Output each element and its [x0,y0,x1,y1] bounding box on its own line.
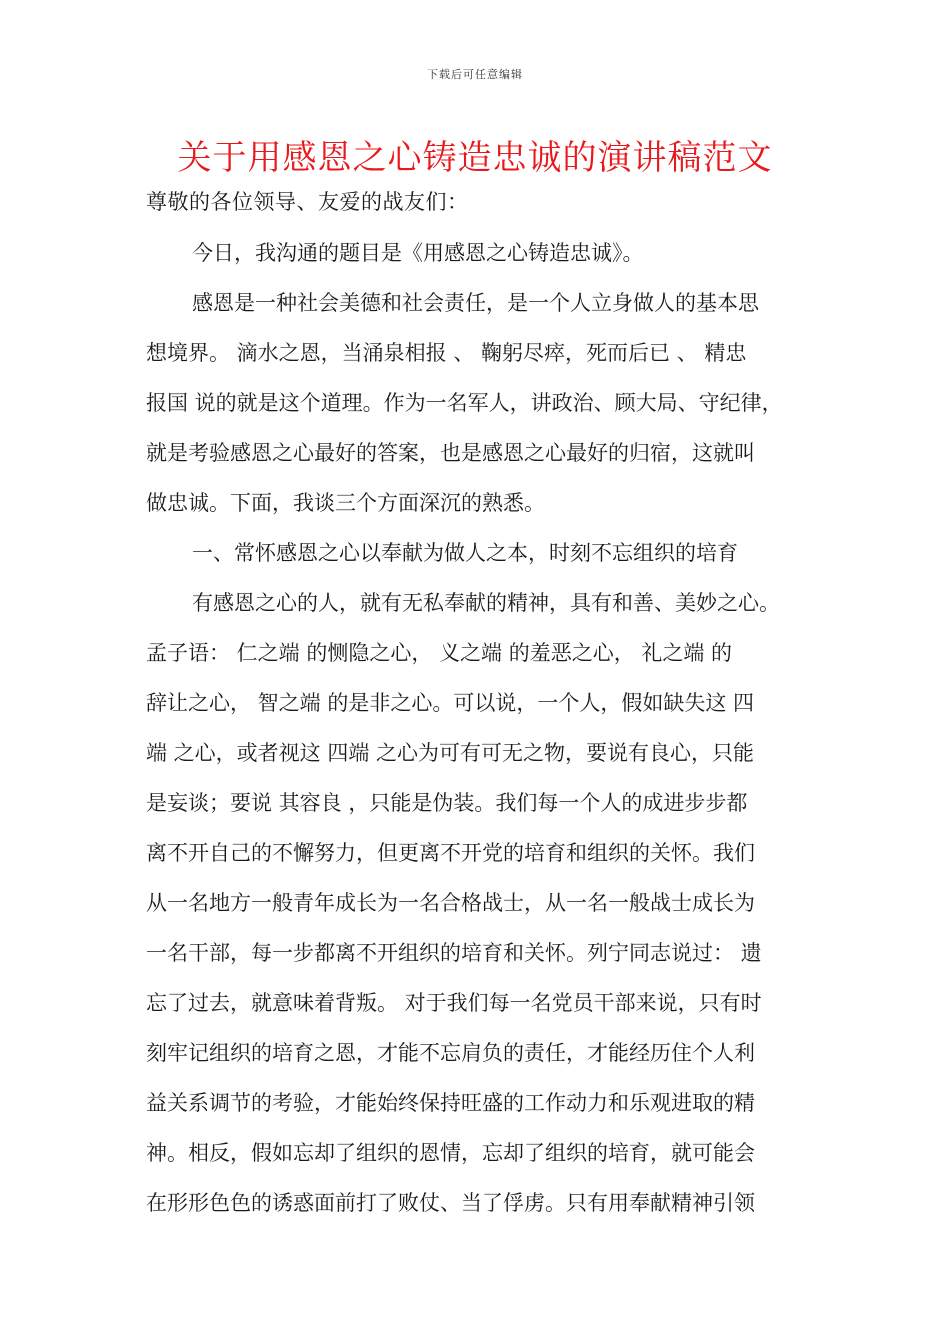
paragraph-line: 想境界。 滴水之恩，当涌泉相报 、 鞠躬尽瘁，死而后已 、 精忠 [146,341,747,365]
paragraph-line: 从一名地方一般青年成长为一名合格战士，从一名一般战士成长为 [146,891,755,915]
paragraph-line: 神。相反，假如忘却了组织的恩情，忘却了组织的培育，就可能会 [146,1141,755,1165]
paragraph-line: 离不开自己的不懈努力，但更离不开党的培育和组织的关怀。我们 [146,841,755,865]
paragraph-line: 辞让之心， 智之端 的是非之心。可以说，一个人，假如缺失这 四 [146,691,755,715]
paragraph-line: 孟子语： 仁之端 的恻隐之心， 义之端 的羞恶之心， 礼之端 的 [146,641,733,665]
header-note: 下载后可任意编辑 [427,68,523,81]
paragraph-line: 忘了过去，就意味着背叛。 对于我们每一名党员干部来说，只有时 [146,991,762,1015]
paragraph-line: 在形形色色的诱惑面前打了败仗、当了俘虏。只有用奉献精神引领 [146,1191,755,1215]
salutation: 尊敬的各位领导、友爱的战友们： [146,190,469,214]
paragraph-line: 端 之心，或者视这 四端 之心为可有可无之物，要说有良心，只能 [146,741,755,765]
paragraph-line: 今日，我沟通的题目是《用感恩之心铸造忠诚》。 [192,241,644,265]
section-heading: 一、常怀感恩之心以奉献为做人之本，时刻不忘组织的培育 [192,541,738,565]
paragraph-line: 就是考验感恩之心最好的答案，也是感恩之心最好的归宿，这就叫 [146,441,755,465]
body-text [146,228,808,1228]
paragraph-line: 报国 说的就是这个道理。作为一名军人，讲政治、顾大局、守纪律， [146,391,783,415]
paragraph-line: 刻牢记组织的培育之恩，才能不忘肩负的责任，才能经历住个人利 [146,1041,755,1065]
paragraph-line: 一名干部，每一步都离不开组织的培育和关怀。列宁同志说过： 遗 [146,941,762,965]
paragraph-line: 做忠诚。下面，我谈三个方面深沉的熟悉。 [146,491,545,515]
paragraph-line: 是妄谈；要说 其容良 ，只能是伪装。我们每一个人的成进步步都 [146,791,748,815]
paragraph-line: 有感恩之心的人，就有无私奉献的精神，具有和善、美妙之心。 [192,591,780,615]
paragraph-line: 感恩是一种社会美德和社会责任，是一个人立身做人的基本思 [192,291,759,315]
document-title: 关于用感恩之心铸造忠诚的演讲稿范文 [177,138,773,178]
paragraph-line: 益关系调节的考验，才能始终保持旺盛的工作动力和乐观进取的精 [146,1091,755,1115]
